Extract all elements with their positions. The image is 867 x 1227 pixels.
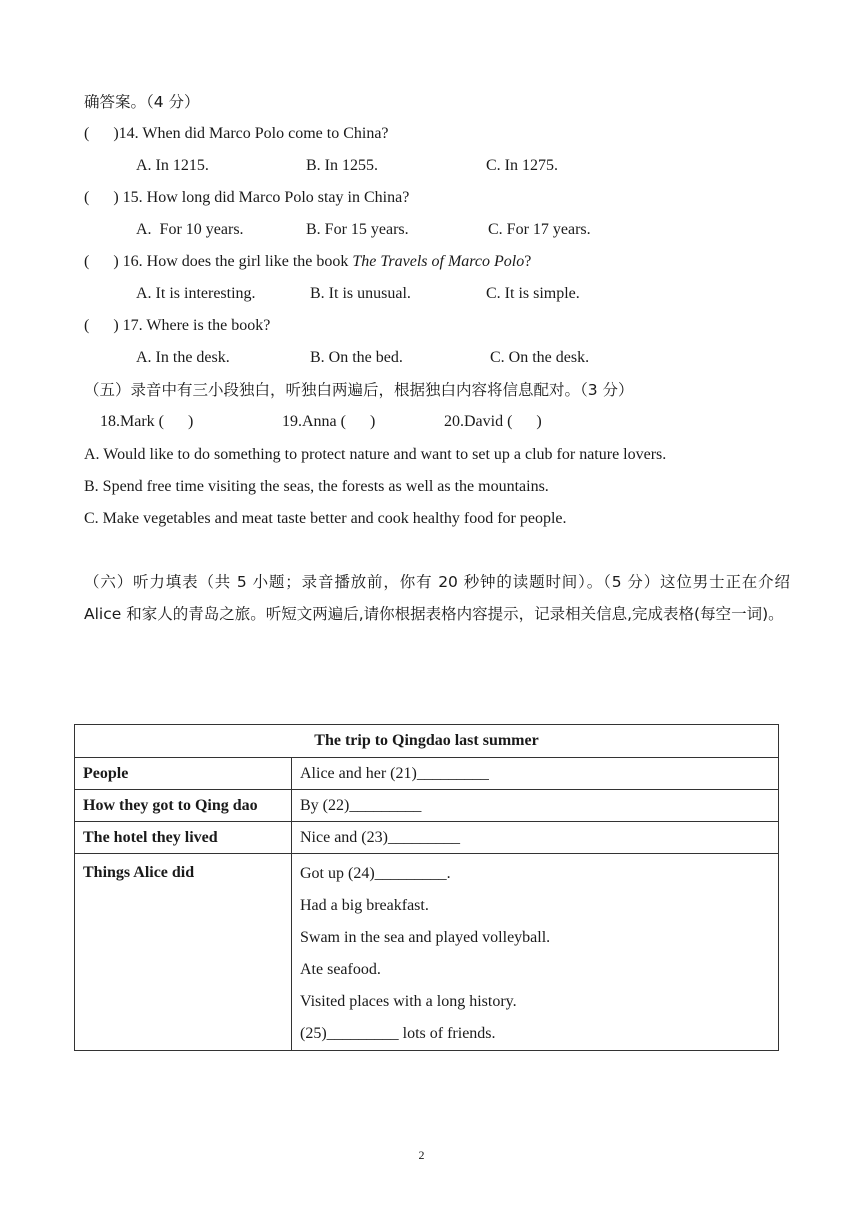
row-value-hotel: Nice and (23)_________ — [292, 822, 779, 854]
table-title: The trip to Qingdao last summer — [75, 725, 779, 758]
row-label-hotel: The hotel they lived — [75, 822, 292, 854]
table-row — [75, 822, 779, 854]
row-label-transport: How they got to Qing dao — [75, 790, 292, 822]
row-label-things: Things Alice did — [75, 854, 292, 1051]
q17-option-b: B. On the bed. — [310, 349, 403, 366]
statement-b: B. Spend free time visiting the seas, the forests as well as the mountains. — [84, 478, 549, 495]
question-16-suffix: ? — [524, 253, 532, 270]
question-16 — [84, 252, 531, 272]
things-item: Got up (24)_________. — [300, 865, 451, 882]
table-row — [75, 758, 779, 790]
q15-option-a: A. For 10 years. — [136, 221, 244, 238]
section-5-heading: （五）录音中有三小段独白，听独白两遍后，根据独白内容将信息配对。（3 分） — [84, 381, 634, 399]
q16-option-b: B. It is unusual. — [310, 285, 411, 302]
q16-option-a: A. It is interesting. — [136, 285, 256, 302]
book-title: The Travels of Marco Polo — [352, 253, 525, 270]
q17-option-c: C. On the desk. — [490, 349, 590, 366]
statement-c: C. Make vegetables and meat taste better and cook healthy food for people. — [84, 510, 567, 527]
intro-tail-text: 确答案。（4 分） — [84, 93, 200, 111]
match-item-20: 20.David ( ) — [444, 413, 542, 430]
q17-option-a: A. In the desk. — [136, 349, 230, 366]
q16-option-c: C. It is simple. — [486, 285, 580, 302]
statement-a: A. Would like to do something to protect nature and want to set up a club for nature lovers. — [84, 446, 667, 463]
question-14: ( )14. When did Marco Polo come to China? — [84, 125, 389, 142]
page-number: 2 — [418, 1148, 425, 1162]
match-item-18: 18.Mark ( ) — [100, 413, 194, 430]
question-15: ( ) 15. How long did Marco Polo stay in China? — [84, 189, 410, 206]
row-label-people: People — [75, 758, 292, 790]
things-list — [292, 854, 779, 1051]
things-item: (25)_________ lots of friends. — [300, 1025, 496, 1042]
things-item: Had a big breakfast. — [300, 897, 429, 914]
things-item: Ate seafood. — [300, 961, 381, 978]
row-value-people: Alice and her (21)_________ — [292, 758, 779, 790]
q14-option-b: B. In 1255. — [306, 157, 378, 174]
q15-option-b: B. For 15 years. — [306, 221, 409, 238]
match-item-19: 19.Anna ( ) — [282, 413, 376, 430]
things-item: Swam in the sea and played volleyball. — [300, 929, 551, 946]
things-item: Visited places with a long history. — [300, 993, 517, 1010]
question-16-text: ( ) 16. How does the girl like the book — [84, 253, 353, 270]
q14-option-a: A. In 1215. — [136, 157, 209, 174]
q14-option-c: C. In 1275. — [486, 157, 558, 174]
q15-option-c: C. For 17 years. — [488, 221, 591, 238]
question-17: ( ) 17. Where is the book? — [84, 317, 271, 334]
table-row — [75, 790, 779, 822]
table-row — [75, 854, 779, 1051]
section-6-instructions: （六）听力填表（共 5 小题；录音播放前，你有 20 秒钟的读题时间）。（5 分）这位男士正在介绍 Alice 和家人的青岛之旅。听短文两遍后,请你根据表格内容提示，记录相关信息,完成表格(每空一词)。 — [84, 573, 790, 623]
row-value-transport: By (22)_________ — [292, 790, 779, 822]
trip-table — [74, 724, 779, 1051]
